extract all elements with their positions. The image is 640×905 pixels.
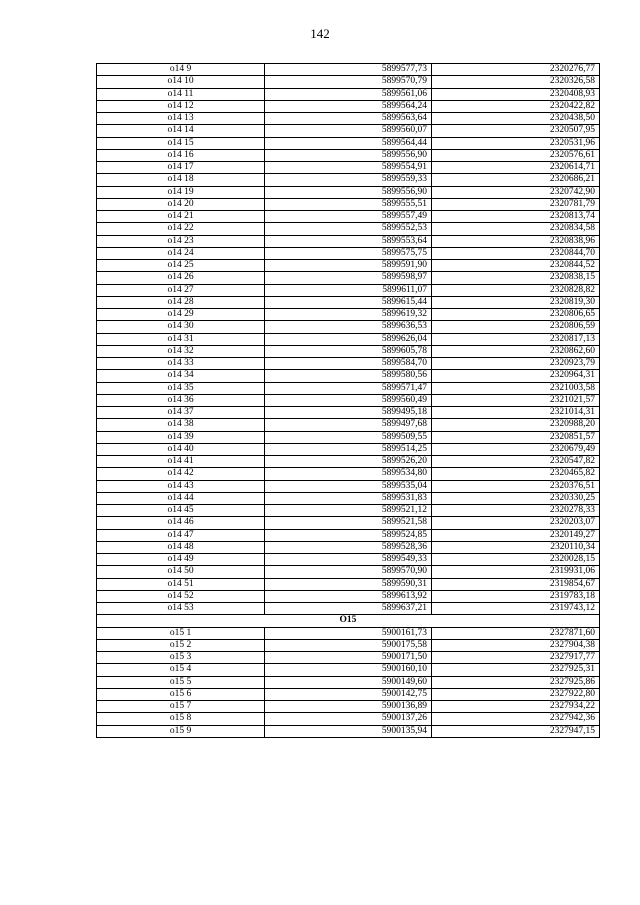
- y-coordinate-cell: 2320923,79: [432, 358, 600, 370]
- x-coordinate-cell: 5900160,10: [265, 664, 432, 676]
- x-coordinate-cell: 5899552,53: [265, 223, 432, 235]
- x-coordinate-cell: 5900149,60: [265, 676, 432, 688]
- x-coordinate-cell: 5899571,47: [265, 382, 432, 394]
- y-coordinate-cell: 2320679,49: [432, 443, 600, 455]
- point-name-cell: o14 44: [97, 492, 265, 504]
- table-row: [97, 260, 600, 272]
- table-row: [97, 113, 600, 125]
- table-row: [97, 174, 600, 186]
- x-coordinate-cell: 5899561,06: [265, 88, 432, 100]
- table-row: [97, 64, 600, 76]
- x-coordinate-cell: 5900142,75: [265, 688, 432, 700]
- point-name-cell: o15 6: [97, 688, 265, 700]
- x-coordinate-cell: 5899564,44: [265, 137, 432, 149]
- table-row: [97, 149, 600, 161]
- table-row: [97, 664, 600, 676]
- point-name-cell: o14 13: [97, 113, 265, 125]
- point-name-cell: o15 5: [97, 676, 265, 688]
- x-coordinate-cell: 5899528,36: [265, 541, 432, 553]
- x-coordinate-cell: 5899521,12: [265, 505, 432, 517]
- section-title: O15: [97, 615, 600, 627]
- y-coordinate-cell: 2319931,06: [432, 566, 600, 578]
- point-name-cell: o14 42: [97, 468, 265, 480]
- table-row: [97, 370, 600, 382]
- section-header-row: [97, 615, 600, 627]
- y-coordinate-cell: 2320686,21: [432, 174, 600, 186]
- point-name-cell: o15 4: [97, 664, 265, 676]
- y-coordinate-cell: 2321021,57: [432, 394, 600, 406]
- x-coordinate-cell: 5899534,80: [265, 468, 432, 480]
- x-coordinate-cell: 5899613,92: [265, 590, 432, 602]
- x-coordinate-cell: 5899549,33: [265, 554, 432, 566]
- x-coordinate-cell: 5899584,70: [265, 358, 432, 370]
- point-name-cell: o15 3: [97, 652, 265, 664]
- point-name-cell: o14 11: [97, 88, 265, 100]
- y-coordinate-cell: 2320817,13: [432, 333, 600, 345]
- point-name-cell: o14 50: [97, 566, 265, 578]
- table-row: [97, 211, 600, 223]
- table-row: [97, 321, 600, 333]
- table-row: [97, 309, 600, 321]
- point-name-cell: o14 19: [97, 186, 265, 198]
- table-row: [97, 431, 600, 443]
- y-coordinate-cell: 2320806,59: [432, 321, 600, 333]
- y-coordinate-cell: 2320330,25: [432, 492, 600, 504]
- y-coordinate-cell: 2320376,51: [432, 480, 600, 492]
- y-coordinate-cell: 2320576,61: [432, 149, 600, 161]
- x-coordinate-cell: 5899556,90: [265, 149, 432, 161]
- y-coordinate-cell: 2320851,57: [432, 431, 600, 443]
- y-coordinate-cell: 2319743,12: [432, 603, 600, 615]
- y-coordinate-cell: 2321014,31: [432, 407, 600, 419]
- y-coordinate-cell: 2320988,20: [432, 419, 600, 431]
- table-row: [97, 333, 600, 345]
- x-coordinate-cell: 5899495,18: [265, 407, 432, 419]
- point-name-cell: o14 41: [97, 456, 265, 468]
- y-coordinate-cell: 2320203,07: [432, 517, 600, 529]
- point-name-cell: o14 35: [97, 382, 265, 394]
- point-name-cell: o14 46: [97, 517, 265, 529]
- x-coordinate-cell: 5900171,50: [265, 652, 432, 664]
- x-coordinate-cell: 5899575,75: [265, 247, 432, 259]
- x-coordinate-cell: 5899570,90: [265, 566, 432, 578]
- y-coordinate-cell: 2320276,77: [432, 64, 600, 76]
- table-row: [97, 186, 600, 198]
- x-coordinate-cell: 5899509,55: [265, 431, 432, 443]
- point-name-cell: o14 36: [97, 394, 265, 406]
- y-coordinate-cell: 2320862,60: [432, 345, 600, 357]
- x-coordinate-cell: 5899598,97: [265, 272, 432, 284]
- table-row: [97, 198, 600, 210]
- x-coordinate-cell: 5899559,33: [265, 174, 432, 186]
- x-coordinate-cell: 5899554,91: [265, 162, 432, 174]
- x-coordinate-cell: 5899531,83: [265, 492, 432, 504]
- table-row: [97, 162, 600, 174]
- y-coordinate-cell: 2320813,74: [432, 211, 600, 223]
- x-coordinate-cell: 5899560,07: [265, 125, 432, 137]
- x-coordinate-cell: 5899535,04: [265, 480, 432, 492]
- table-row: [97, 456, 600, 468]
- point-name-cell: o15 9: [97, 725, 265, 737]
- y-coordinate-cell: 2320838,96: [432, 235, 600, 247]
- x-coordinate-cell: 5899560,49: [265, 394, 432, 406]
- point-name-cell: o14 28: [97, 296, 265, 308]
- point-name-cell: o14 27: [97, 284, 265, 296]
- point-name-cell: o14 23: [97, 235, 265, 247]
- y-coordinate-cell: 2320408,93: [432, 88, 600, 100]
- point-name-cell: o14 32: [97, 345, 265, 357]
- table-row: [97, 407, 600, 419]
- point-name-cell: o14 47: [97, 529, 265, 541]
- point-name-cell: o14 16: [97, 149, 265, 161]
- point-name-cell: o14 40: [97, 443, 265, 455]
- point-name-cell: o14 24: [97, 247, 265, 259]
- table-row: [97, 541, 600, 553]
- table-row: [97, 517, 600, 529]
- point-name-cell: o14 29: [97, 309, 265, 321]
- point-name-cell: o14 48: [97, 541, 265, 553]
- table-row: [97, 223, 600, 235]
- table-row: [97, 603, 600, 615]
- x-coordinate-cell: 5899556,90: [265, 186, 432, 198]
- x-coordinate-cell: 5899514,25: [265, 443, 432, 455]
- x-coordinate-cell: 5899626,04: [265, 333, 432, 345]
- page-number: 142: [310, 26, 330, 41]
- point-name-cell: o14 37: [97, 407, 265, 419]
- x-coordinate-cell: 5899636,53: [265, 321, 432, 333]
- x-coordinate-cell: 5899564,24: [265, 100, 432, 112]
- table-row: [97, 590, 600, 602]
- x-coordinate-cell: 5899590,31: [265, 578, 432, 590]
- table-row: [97, 566, 600, 578]
- x-coordinate-cell: 5900135,94: [265, 725, 432, 737]
- point-name-cell: o14 26: [97, 272, 265, 284]
- table-row: [97, 137, 600, 149]
- y-coordinate-cell: 2327871,60: [432, 627, 600, 639]
- table-row: [97, 394, 600, 406]
- point-name-cell: o14 25: [97, 260, 265, 272]
- table-row: [97, 296, 600, 308]
- table-row: [97, 100, 600, 112]
- point-name-cell: o14 51: [97, 578, 265, 590]
- table-row: [97, 701, 600, 713]
- point-name-cell: o14 21: [97, 211, 265, 223]
- y-coordinate-cell: 2320422,82: [432, 100, 600, 112]
- x-coordinate-cell: 5899615,44: [265, 296, 432, 308]
- x-coordinate-cell: 5899563,64: [265, 113, 432, 125]
- y-coordinate-cell: 2320806,65: [432, 309, 600, 321]
- x-coordinate-cell: 5900161,73: [265, 627, 432, 639]
- table-row: [97, 578, 600, 590]
- table-row: [97, 272, 600, 284]
- y-coordinate-cell: 2320828,82: [432, 284, 600, 296]
- table-row: [97, 382, 600, 394]
- table-row: [97, 88, 600, 100]
- point-name-cell: o14 12: [97, 100, 265, 112]
- y-coordinate-cell: 2327947,15: [432, 725, 600, 737]
- point-name-cell: o14 43: [97, 480, 265, 492]
- table-row: [97, 76, 600, 88]
- y-coordinate-cell: 2327934,22: [432, 701, 600, 713]
- table-row: [97, 443, 600, 455]
- y-coordinate-cell: 2320278,33: [432, 505, 600, 517]
- table-row: [97, 713, 600, 725]
- table-row: [97, 480, 600, 492]
- y-coordinate-cell: 2320781,79: [432, 198, 600, 210]
- table-row: [97, 505, 600, 517]
- point-name-cell: o14 52: [97, 590, 265, 602]
- y-coordinate-cell: 2320028,15: [432, 554, 600, 566]
- table-row: [97, 725, 600, 737]
- point-name-cell: o14 33: [97, 358, 265, 370]
- point-name-cell: o14 15: [97, 137, 265, 149]
- x-coordinate-cell: 5899526,20: [265, 456, 432, 468]
- y-coordinate-cell: 2320531,96: [432, 137, 600, 149]
- y-coordinate-cell: 2319783,18: [432, 590, 600, 602]
- point-name-cell: o14 53: [97, 603, 265, 615]
- y-coordinate-cell: 2320547,82: [432, 456, 600, 468]
- x-coordinate-cell: 5900136,89: [265, 701, 432, 713]
- y-coordinate-cell: 2320465,82: [432, 468, 600, 480]
- table-row: [97, 529, 600, 541]
- x-coordinate-cell: 5899497,68: [265, 419, 432, 431]
- point-name-cell: o14 49: [97, 554, 265, 566]
- y-coordinate-cell: 2320964,31: [432, 370, 600, 382]
- point-name-cell: o15 1: [97, 627, 265, 639]
- y-coordinate-cell: 2327917,77: [432, 652, 600, 664]
- table-row: [97, 284, 600, 296]
- x-coordinate-cell: 5899555,51: [265, 198, 432, 210]
- x-coordinate-cell: 5899570,79: [265, 76, 432, 88]
- table-row: [97, 676, 600, 688]
- x-coordinate-cell: 5899521,58: [265, 517, 432, 529]
- point-name-cell: o14 31: [97, 333, 265, 345]
- x-coordinate-cell: 5899557,49: [265, 211, 432, 223]
- coordinates-table: [96, 63, 600, 738]
- point-name-cell: o14 20: [97, 198, 265, 210]
- point-name-cell: o14 17: [97, 162, 265, 174]
- table-row: [97, 125, 600, 137]
- y-coordinate-cell: 2320149,27: [432, 529, 600, 541]
- point-name-cell: o14 18: [97, 174, 265, 186]
- point-name-cell: o15 2: [97, 639, 265, 651]
- table-row: [97, 652, 600, 664]
- x-coordinate-cell: 5899611,07: [265, 284, 432, 296]
- table-row: [97, 358, 600, 370]
- y-coordinate-cell: 2327922,80: [432, 688, 600, 700]
- x-coordinate-cell: 5899619,32: [265, 309, 432, 321]
- y-coordinate-cell: 2327925,31: [432, 664, 600, 676]
- x-coordinate-cell: 5899553,64: [265, 235, 432, 247]
- point-name-cell: o14 38: [97, 419, 265, 431]
- y-coordinate-cell: 2327942,36: [432, 713, 600, 725]
- point-name-cell: o14 30: [97, 321, 265, 333]
- table-row: [97, 688, 600, 700]
- x-coordinate-cell: 5900137,26: [265, 713, 432, 725]
- x-coordinate-cell: 5900175,58: [265, 639, 432, 651]
- y-coordinate-cell: 2320834,58: [432, 223, 600, 235]
- point-name-cell: o14 9: [97, 64, 265, 76]
- x-coordinate-cell: 5899577,73: [265, 64, 432, 76]
- point-name-cell: o14 45: [97, 505, 265, 517]
- y-coordinate-cell: 2320614,71: [432, 162, 600, 174]
- x-coordinate-cell: 5899591,90: [265, 260, 432, 272]
- table-row: [97, 468, 600, 480]
- y-coordinate-cell: 2327925,86: [432, 676, 600, 688]
- x-coordinate-cell: 5899580,56: [265, 370, 432, 382]
- table-row: [97, 419, 600, 431]
- coordinates-table-body: [97, 64, 600, 738]
- point-name-cell: o14 22: [97, 223, 265, 235]
- y-coordinate-cell: 2320326,58: [432, 76, 600, 88]
- y-coordinate-cell: 2320438,50: [432, 113, 600, 125]
- y-coordinate-cell: 2320819,30: [432, 296, 600, 308]
- point-name-cell: o14 14: [97, 125, 265, 137]
- table-row: [97, 639, 600, 651]
- point-name-cell: o14 34: [97, 370, 265, 382]
- table-row: [97, 627, 600, 639]
- table-row: [97, 345, 600, 357]
- x-coordinate-cell: 5899605,78: [265, 345, 432, 357]
- x-coordinate-cell: 5899524,85: [265, 529, 432, 541]
- y-coordinate-cell: 2319854,67: [432, 578, 600, 590]
- table-row: [97, 247, 600, 259]
- table-row: [97, 492, 600, 504]
- y-coordinate-cell: 2320742,90: [432, 186, 600, 198]
- point-name-cell: o15 8: [97, 713, 265, 725]
- x-coordinate-cell: 5899637,21: [265, 603, 432, 615]
- y-coordinate-cell: 2320844,52: [432, 260, 600, 272]
- table-row: [97, 554, 600, 566]
- point-name-cell: o15 7: [97, 701, 265, 713]
- point-name-cell: o14 10: [97, 76, 265, 88]
- y-coordinate-cell: 2327904,38: [432, 639, 600, 651]
- point-name-cell: o14 39: [97, 431, 265, 443]
- y-coordinate-cell: 2320838,15: [432, 272, 600, 284]
- y-coordinate-cell: 2320844,70: [432, 247, 600, 259]
- y-coordinate-cell: 2320507,95: [432, 125, 600, 137]
- table-row: [97, 235, 600, 247]
- y-coordinate-cell: 2321003,58: [432, 382, 600, 394]
- y-coordinate-cell: 2320110,34: [432, 541, 600, 553]
